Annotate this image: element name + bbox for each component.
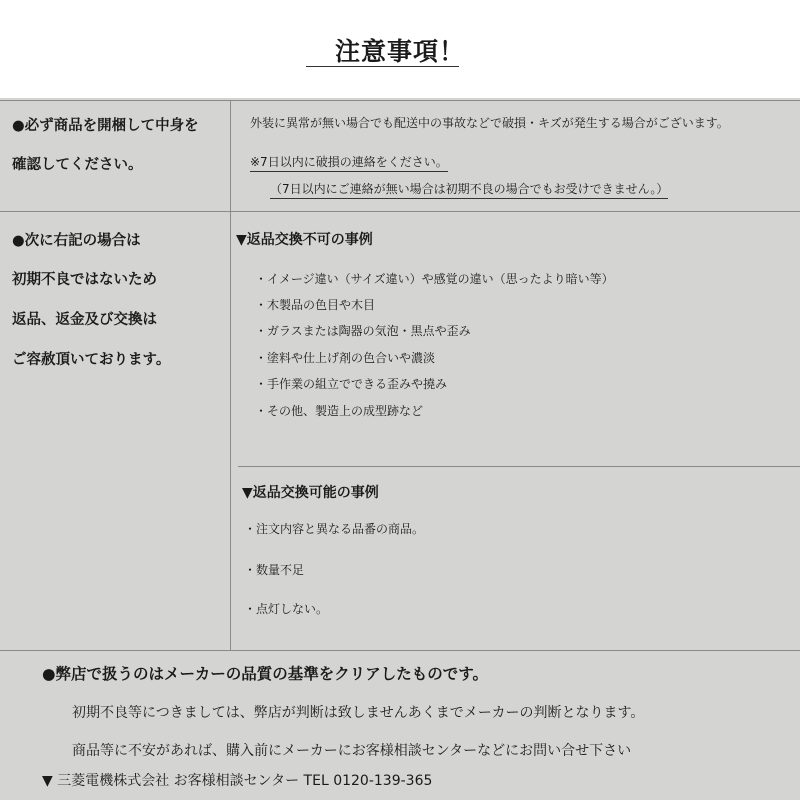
not-returnable-heading: ▼返品交換不可の事例: [236, 232, 373, 248]
not-returnable-item: ・ガラスまたは陶器の気泡・黒点や歪み: [255, 324, 471, 338]
not-returnable-item: ・イメージ違い（サイズ違い）や感覚の違い（思ったより暗い等）: [255, 272, 614, 286]
returnable-item: ・数量不足: [244, 563, 305, 577]
quality-standard-heading: ●弊店で扱うのはメーカーの品質の基準をクリアしたものです。: [42, 665, 488, 683]
section2-left-line-1: ●次に右記の場合は: [12, 233, 141, 249]
section1-left-line-1: ●必ず商品を開梱して中身を: [12, 118, 199, 134]
damage-deadline-note: （7日以内にご連絡が無い場合は初期不良の場合でもお受けできません。）: [270, 180, 668, 199]
section2-left-line-3: 返品、返金及び交換は: [12, 312, 157, 328]
returnable-item: ・注文内容と異なる品番の商品。: [244, 522, 425, 536]
returnable-heading: ▼返品交換可能の事例: [242, 485, 379, 501]
contact-info: ▼ 三菱電機株式会社 お客様相談センター TEL 0120-139-365: [42, 773, 433, 789]
section1-divider: [0, 211, 800, 212]
damage-warning-text: 外装に異常が無い場合でも配送中の事故などで破損・キズが発生する場合がございます。: [250, 116, 729, 130]
column-divider: [230, 100, 231, 650]
not-returnable-item: ・塗料や仕上げ剤の色合いや濃淡: [255, 351, 436, 365]
returnable-item: ・点灯しない。: [244, 602, 329, 616]
top-border: [0, 100, 800, 101]
notice-panel: [0, 98, 800, 800]
not-returnable-item: ・その他、製造上の成型跡など: [255, 404, 424, 418]
page-title: 注意事項！: [334, 37, 465, 66]
inquiry-advice-text: 商品等に不安があれば、購入前にメーカーにお客様相談センターなどにお問い合せ下さい: [72, 743, 632, 759]
title-underline: [306, 66, 459, 67]
not-returnable-item: ・木製品の色目や木目: [255, 298, 376, 312]
section1-left-line-2: 確認してください。: [12, 157, 143, 173]
damage-report-note: ※7日以内に破損の連絡をください。: [250, 153, 448, 172]
section2-left-line-2: 初期不良ではないため: [12, 272, 157, 288]
subsection-divider: [238, 466, 800, 467]
section2-left-line-4: ご容赦頂いております。: [12, 352, 171, 368]
section2-divider: [0, 650, 800, 651]
not-returnable-item: ・手作業の組立でできる歪みや撓み: [255, 377, 448, 391]
initial-defect-text: 初期不良等につきましては、弊店が判断は致しませんあくまでメーカーの判断となります。: [72, 705, 645, 721]
